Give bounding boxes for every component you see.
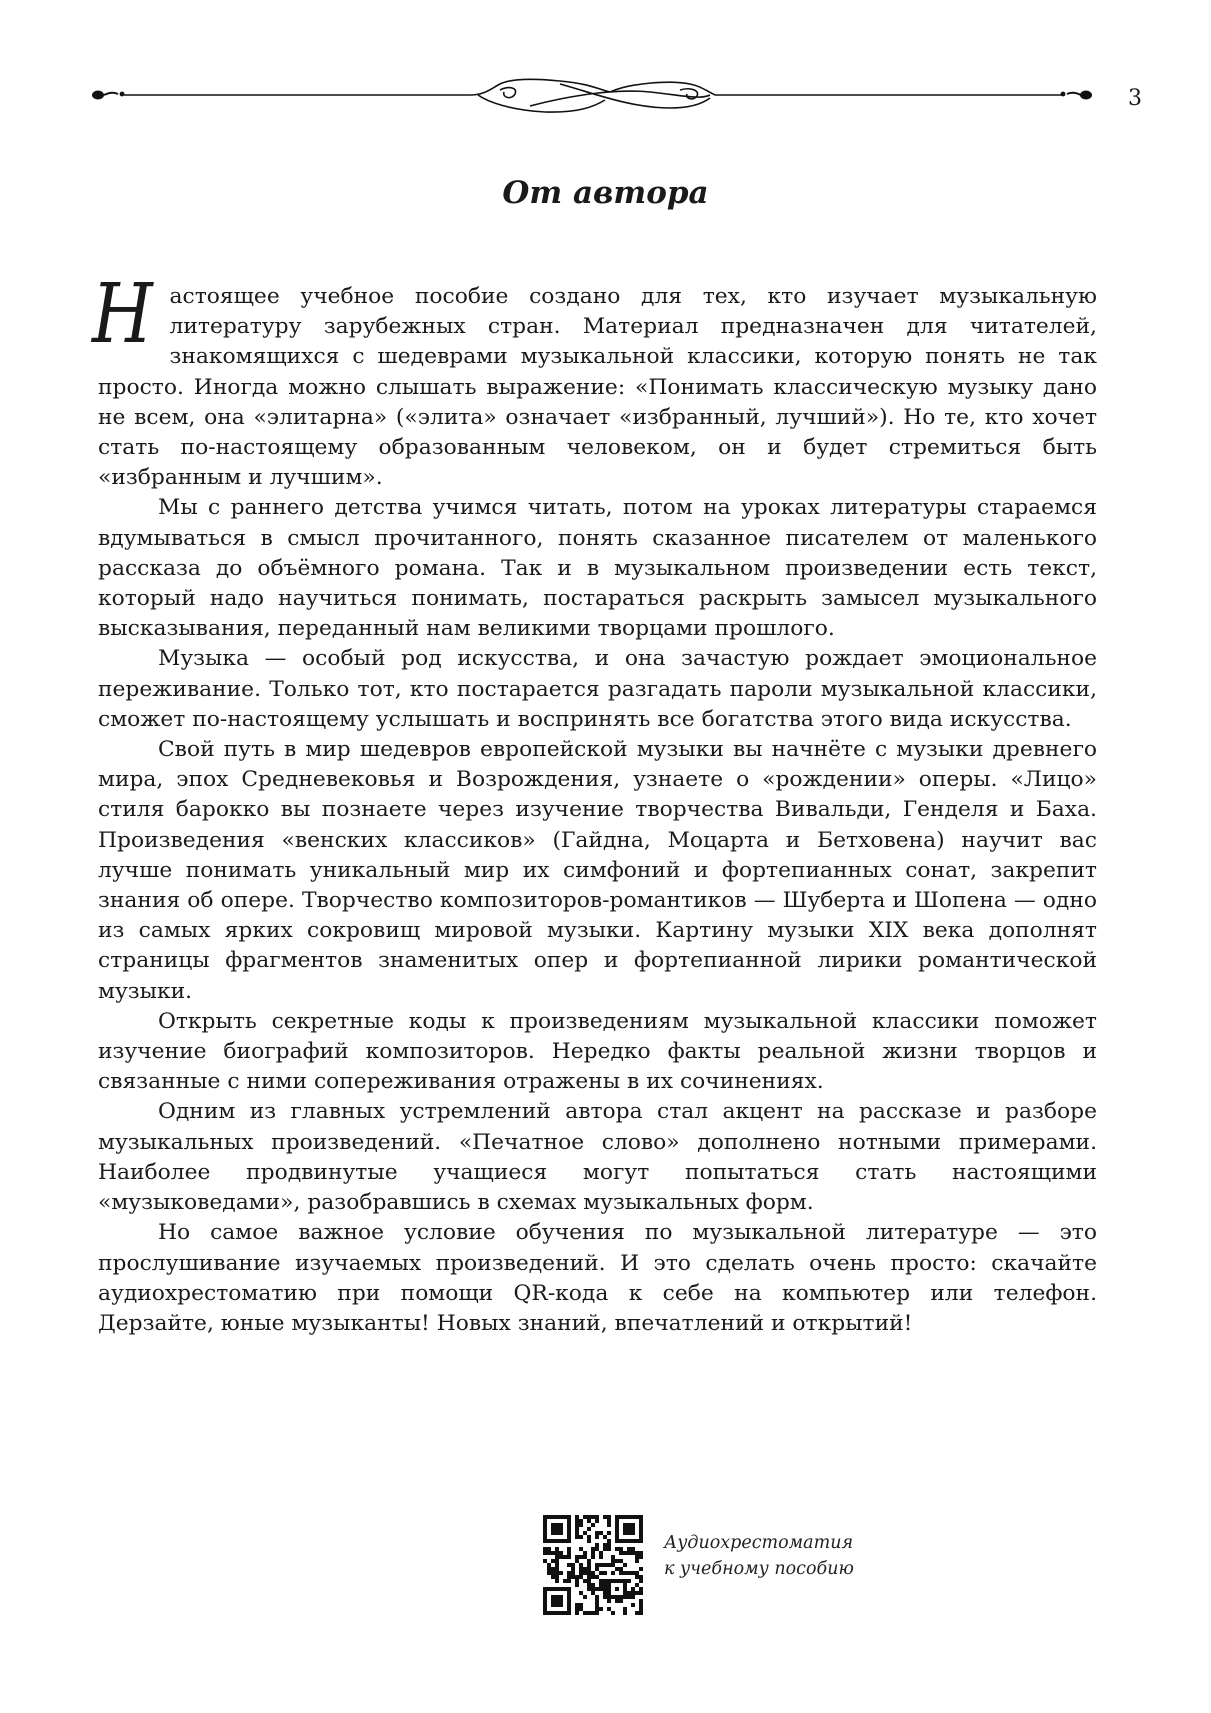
page-title: От автора — [502, 175, 709, 211]
dropcap: Н — [92, 267, 153, 362]
page-number: 3 — [1128, 86, 1142, 111]
paragraph: Но самое важное условие обучения по музыкальной литературе — это прослушивание изучаемых произведений. И это сделать очень просто: скачайте аудиохрестоматию при помощи QR-кода к себе на компьютер или телефон. Дерзайте, юные музыканты! Новых знаний, впечатлений и открытий! — [98, 1220, 1097, 1336]
ornamental-divider-icon — [90, 78, 1095, 120]
paragraph-text: астоящее учебное пособие создано для тех, кто изучает музыкальную литературу зарубежных стран. Материал предназначен для читателей, знакомящихся с шедеврами музыкальной классики, которую понять не так просто. Иногда можно слышать выражение: «Понимать классическую музыку дано не всем, она «элитарна» («элита» означает «избранный, лучший»). Но те, кто хочет стать по-настоящему образованным человеком, он и будет стремиться быть «избранным и лучшим». — [98, 284, 1097, 491]
body-text — [92, 267, 1097, 1339]
paragraph: Музыка — особый род искусства, и она зачастую рождает эмоциональное переживание. Только тот, кто постарается разгадать пароли музыкальной классики, сможет по-настоящему услышать и воспринять все богатства этого вида искусства. — [98, 646, 1097, 732]
paragraph: Одним из главных устремлений автора стал акцент на рассказе и разборе музыкальных произведений. «Печатное слово» дополнено нотными примерами. Наиболее продвинутые учащиеся могут попытаться стать настоящими «музыковедами», разобравшись в схемах музыкальных форм. — [98, 1099, 1097, 1216]
paragraph: Мы с раннего детства учимся читать, потом на уроках литературы стараемся вдумываться в смысл прочитанного, понять сказанное писателем от маленького рассказа до объёмного романа. Так и в музыкальном произведении есть текст, который надо научиться понимать, постараться раскрыть замысел музыкального высказывания, переданный нам великими творцами прошлого. — [98, 495, 1097, 642]
paragraph: Открыть секретные коды к произведениям музыкальной классики поможет изучение биографий композиторов. Нередко факты реальной жизни творцов и связанные с ними сопереживания отражены в их сочинениях. — [98, 1008, 1097, 1095]
qr-caption-line: Аудиохрестоматия — [664, 1533, 854, 1553]
qr-code-icon[interactable] — [543, 1515, 643, 1615]
qr-caption — [664, 1530, 854, 1582]
paragraph: Свой путь в мир шедевров европейской музыки вы начнёте с музыки древнего мира, эпох Средневековья и Возрождения, узнаете о «рождении» оперы. «Лицо» стиля барокко вы познаете через изучение творчества Вивальди, Генделя и Баха. Произведения «венских классиков» (Гайдна, Моцарта и Бетховена) научит вас лучше понимать уникальный мир их симфоний и фортепианных сонат, закрепит знания об опере. Творчество композиторов-романтиков — Шуберта и Шопена — одно из самых ярких сокровищ мировой музыки. Картину музыки XIX века дополнят страницы фрагментов знаменитых опер и фортепианной лирики романтической музыки. — [98, 737, 1097, 1004]
qr-caption-line: к учебному пособию — [664, 1559, 854, 1579]
paragraph — [92, 267, 1097, 493]
